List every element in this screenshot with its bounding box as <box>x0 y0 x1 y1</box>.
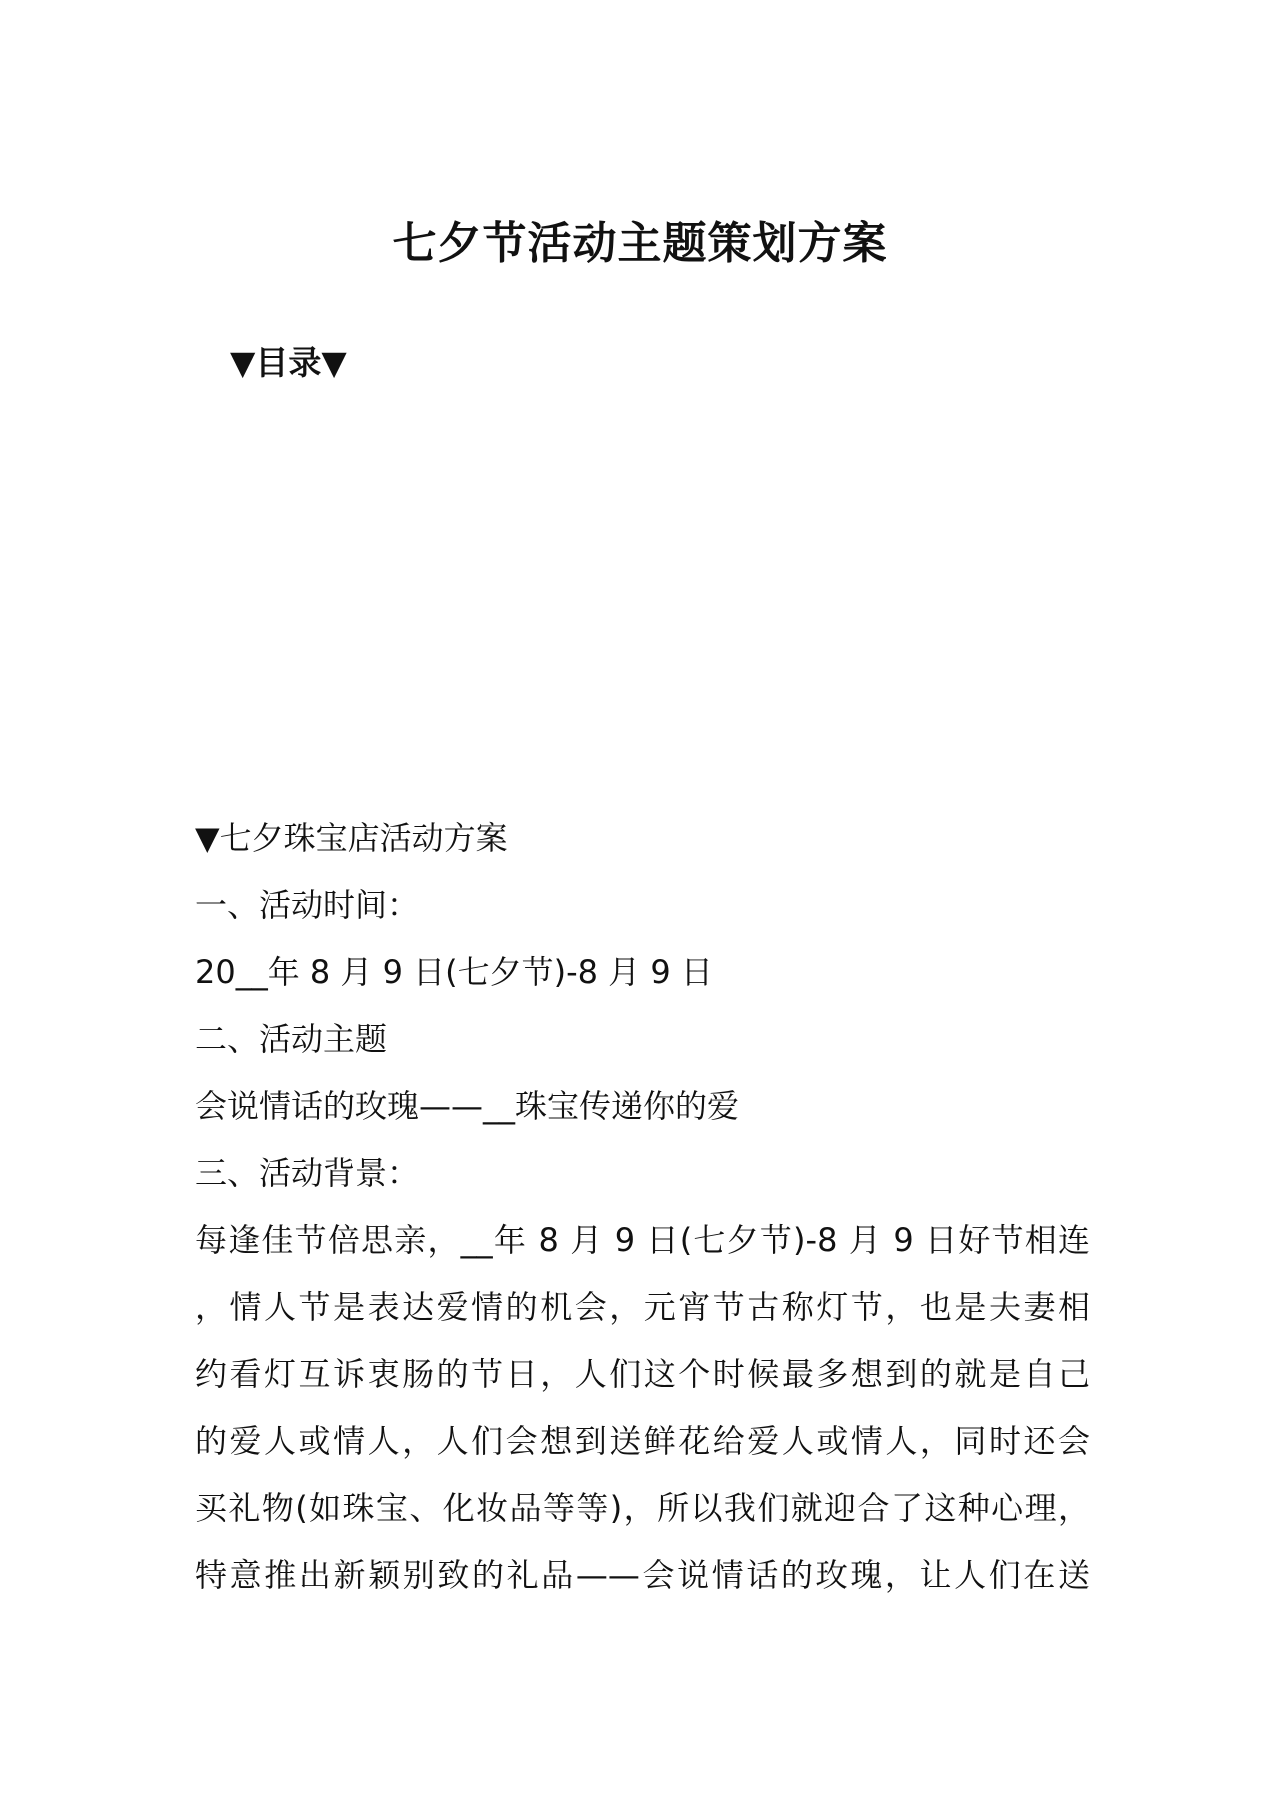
activity-time-text: 20__年 8 月 9 日(七夕节)-8 月 9 日 <box>195 953 713 991</box>
activity-background-heading: 三、活动背景： <box>195 1154 420 1192</box>
section-heading: ▼七夕珠宝店活动方案 <box>195 819 508 857</box>
activity-theme-text: 会说情话的玫瑰——__珠宝传递你的爱 <box>195 1087 740 1125</box>
background-paragraph-line: ，情人节是表达爱情的机会，元宵节古称灯节，也是夫妻相 <box>195 1288 1090 1326</box>
activity-theme-heading: 二、活动主题 <box>195 1020 388 1058</box>
document-title: 七夕节活动主题策划方案 <box>392 218 888 269</box>
background-paragraph-line: 的爱人或情人，人们会想到送鲜花给爱人或情人，同时还会 <box>195 1422 1090 1460</box>
activity-time-heading: 一、活动时间： <box>195 886 420 924</box>
background-paragraph-line: 每逢佳节倍思亲，__年 8 月 9 日(七夕节)-8 月 9 日好节相连 <box>195 1221 1090 1259</box>
table-of-contents-label: ▼目录▼ <box>230 343 347 382</box>
background-paragraph-line: 约看灯互诉衷肠的节日，人们这个时候最多想到的就是自己 <box>195 1355 1090 1393</box>
background-paragraph-line: 特意推出新颖别致的礼品——会说情话的玫瑰，让人们在送 <box>195 1556 1090 1594</box>
background-paragraph-line: 买礼物(如珠宝、化妆品等等)，所以我们就迎合了这种心理， <box>195 1489 1090 1527</box>
